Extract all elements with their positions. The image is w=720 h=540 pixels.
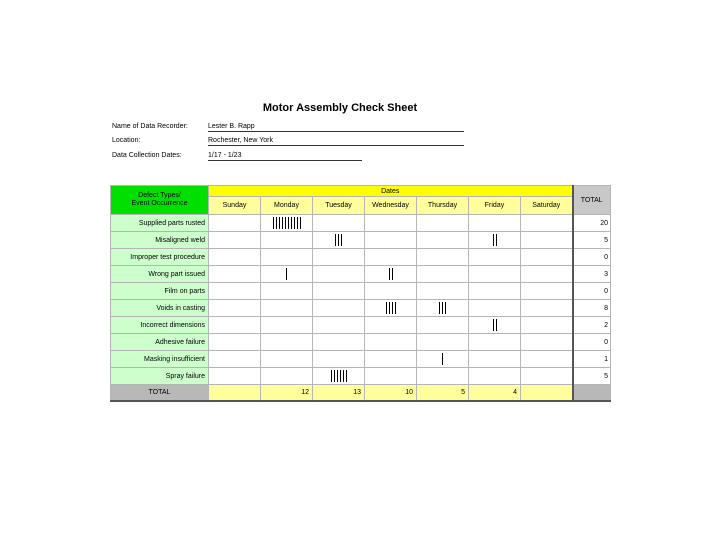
tally-cell: [365, 215, 417, 232]
tally-cell: [469, 317, 521, 334]
column-total: 10: [365, 385, 417, 402]
tally-mark: [386, 302, 387, 314]
tally-cell: [469, 266, 521, 283]
tally-cell: [313, 334, 365, 351]
tally-cell: [469, 368, 521, 385]
defect-row: [111, 351, 611, 368]
tally-cell: [469, 283, 521, 300]
tally-cell: [261, 283, 313, 300]
tally-mark: [496, 234, 497, 246]
tally-mark: [442, 353, 443, 365]
day-header: Wednesday: [365, 197, 417, 215]
tally-mark: [282, 217, 283, 229]
row-total: 8: [573, 300, 611, 317]
tally-cell: [313, 317, 365, 334]
tally-mark: [294, 217, 295, 229]
defect-name: Film on parts: [111, 283, 209, 300]
tally-cell: [417, 249, 469, 266]
tally-mark: [338, 234, 339, 246]
tally-marks: [365, 266, 416, 282]
tally-cell: [209, 317, 261, 334]
tally-mark: [389, 302, 390, 314]
tally-cell: [209, 368, 261, 385]
tally-cell: [469, 351, 521, 368]
tally-mark: [285, 217, 286, 229]
tally-mark: [297, 217, 298, 229]
defect-row: [111, 283, 611, 300]
grand-total-cell: [573, 385, 611, 402]
tally-cell: [417, 215, 469, 232]
tally-marks: [417, 300, 468, 316]
tally-mark: [496, 319, 497, 331]
row-total: 20: [573, 215, 611, 232]
day-header: Thursday: [417, 197, 469, 215]
defect-row: [111, 317, 611, 334]
tally-cell: [209, 215, 261, 232]
tally-cell: [209, 266, 261, 283]
day-header: Saturday: [521, 197, 573, 215]
defect-name: Misaligned weld: [111, 232, 209, 249]
defect-name: Voids in casting: [111, 300, 209, 317]
tally-mark: [341, 234, 342, 246]
tally-cell: [469, 215, 521, 232]
tally-cell: [417, 266, 469, 283]
info-value: Rochester, New York: [208, 137, 464, 146]
tally-cell: [313, 351, 365, 368]
tally-cell: [365, 232, 417, 249]
tally-cell: [521, 368, 573, 385]
info-value: 1/17 - 1/23: [208, 152, 362, 161]
tally-mark: [389, 268, 390, 280]
row-total: 2: [573, 317, 611, 334]
tally-marks: [365, 300, 416, 316]
tally-cell: [209, 232, 261, 249]
tally-mark: [291, 217, 292, 229]
header-row-dates: [111, 186, 611, 197]
tally-marks: [261, 215, 312, 231]
tally-cell: [313, 232, 365, 249]
tally-mark: [493, 234, 494, 246]
tally-cell: [313, 283, 365, 300]
tally-cell: [469, 300, 521, 317]
day-header: Friday: [469, 197, 521, 215]
tally-cell: [521, 283, 573, 300]
defect-name: Supplied parts rusted: [111, 215, 209, 232]
defect-name: Masking insufficient: [111, 351, 209, 368]
tally-cell: [313, 300, 365, 317]
tally-mark: [286, 268, 287, 280]
tally-mark: [276, 217, 277, 229]
tally-cell: [313, 215, 365, 232]
tally-marks: [261, 266, 312, 282]
defect-name: Wrong part issued: [111, 266, 209, 283]
tally-marks: [469, 317, 520, 333]
defect-name: Spray failure: [111, 368, 209, 385]
tally-cell: [521, 351, 573, 368]
tally-cell: [521, 249, 573, 266]
row-total: 1: [573, 351, 611, 368]
tally-cell: [417, 300, 469, 317]
defect-row: [111, 368, 611, 385]
tally-marks: [417, 351, 468, 367]
tally-cell: [209, 351, 261, 368]
tally-cell: [365, 368, 417, 385]
tally-cell: [365, 300, 417, 317]
column-total: [209, 385, 261, 402]
day-header: Monday: [261, 197, 313, 215]
tally-mark: [335, 234, 336, 246]
tally-mark: [340, 370, 341, 382]
column-total: 4: [469, 385, 521, 402]
tally-cell: [209, 249, 261, 266]
tally-cell: [313, 266, 365, 283]
tally-cell: [261, 300, 313, 317]
tally-cell: [417, 232, 469, 249]
tally-cell: [261, 232, 313, 249]
tally-mark: [288, 217, 289, 229]
row-total: 0: [573, 249, 611, 266]
tally-cell: [365, 283, 417, 300]
tally-cell: [365, 334, 417, 351]
tally-cell: [261, 334, 313, 351]
tally-mark: [439, 302, 440, 314]
tally-cell: [469, 232, 521, 249]
tally-cell: [365, 266, 417, 283]
tally-cell: [521, 266, 573, 283]
tally-mark: [392, 268, 393, 280]
tally-cell: [313, 368, 365, 385]
tally-marks: [469, 232, 520, 248]
tally-cell: [417, 283, 469, 300]
corner-header-line: Event Occurrence: [131, 200, 188, 207]
totals-label: TOTAL: [111, 385, 209, 402]
tally-cell: [313, 249, 365, 266]
tally-mark: [493, 319, 494, 331]
tally-cell: [521, 232, 573, 249]
column-total: 12: [261, 385, 313, 402]
column-total: 5: [417, 385, 469, 402]
tally-cell: [417, 317, 469, 334]
tally-cell: [261, 215, 313, 232]
tally-cell: [365, 317, 417, 334]
tally-cell: [261, 317, 313, 334]
dates-header: Dates: [209, 186, 573, 197]
tally-marks: [313, 232, 364, 248]
defect-row: [111, 232, 611, 249]
defect-row: [111, 215, 611, 232]
row-total: 0: [573, 334, 611, 351]
column-total: [521, 385, 573, 402]
info-label: Location:: [112, 137, 141, 144]
row-total: 0: [573, 283, 611, 300]
row-total: 5: [573, 368, 611, 385]
corner-header: [111, 186, 209, 215]
tally-cell: [521, 215, 573, 232]
tally-mark: [343, 370, 344, 382]
tally-cell: [521, 334, 573, 351]
row-total: 3: [573, 266, 611, 283]
tally-cell: [521, 317, 573, 334]
defect-name: Incorrect dimensions: [111, 317, 209, 334]
tally-cell: [261, 249, 313, 266]
sheet-title: Motor Assembly Check Sheet: [262, 102, 418, 114]
defect-name: Improper test procedure: [111, 249, 209, 266]
tally-cell: [417, 334, 469, 351]
tally-cell: [365, 249, 417, 266]
tally-cell: [417, 351, 469, 368]
tally-mark: [334, 370, 335, 382]
tally-cell: [469, 249, 521, 266]
tally-cell: [261, 351, 313, 368]
defect-row: [111, 300, 611, 317]
tally-marks: [313, 368, 364, 384]
tally-mark: [300, 217, 301, 229]
tally-cell: [209, 283, 261, 300]
check-sheet-table: [110, 185, 611, 402]
defect-name: Adhesive failure: [111, 334, 209, 351]
tally-mark: [337, 370, 338, 382]
day-header: Tuesday: [313, 197, 365, 215]
row-total: 5: [573, 232, 611, 249]
tally-mark: [445, 302, 446, 314]
defect-row: [111, 249, 611, 266]
tally-cell: [261, 368, 313, 385]
tally-cell: [365, 351, 417, 368]
day-header: Sunday: [209, 197, 261, 215]
total-header: TOTAL: [573, 186, 611, 215]
defect-row: [111, 266, 611, 283]
tally-mark: [331, 370, 332, 382]
totals-row: [111, 385, 611, 402]
tally-cell: [261, 266, 313, 283]
tally-mark: [395, 302, 396, 314]
tally-cell: [469, 334, 521, 351]
tally-mark: [279, 217, 280, 229]
tally-cell: [521, 300, 573, 317]
tally-mark: [392, 302, 393, 314]
corner-header-line: Defect Types/: [138, 192, 181, 199]
tally-mark: [442, 302, 443, 314]
column-total: 13: [313, 385, 365, 402]
tally-cell: [209, 300, 261, 317]
info-label: Name of Data Recorder:: [112, 123, 188, 130]
defect-row: [111, 334, 611, 351]
tally-cell: [417, 368, 469, 385]
info-value: Lester B. Rapp: [208, 123, 464, 132]
tally-mark: [346, 370, 347, 382]
tally-mark: [273, 217, 274, 229]
info-label: Data Collection Dates:: [112, 152, 182, 159]
tally-cell: [209, 334, 261, 351]
